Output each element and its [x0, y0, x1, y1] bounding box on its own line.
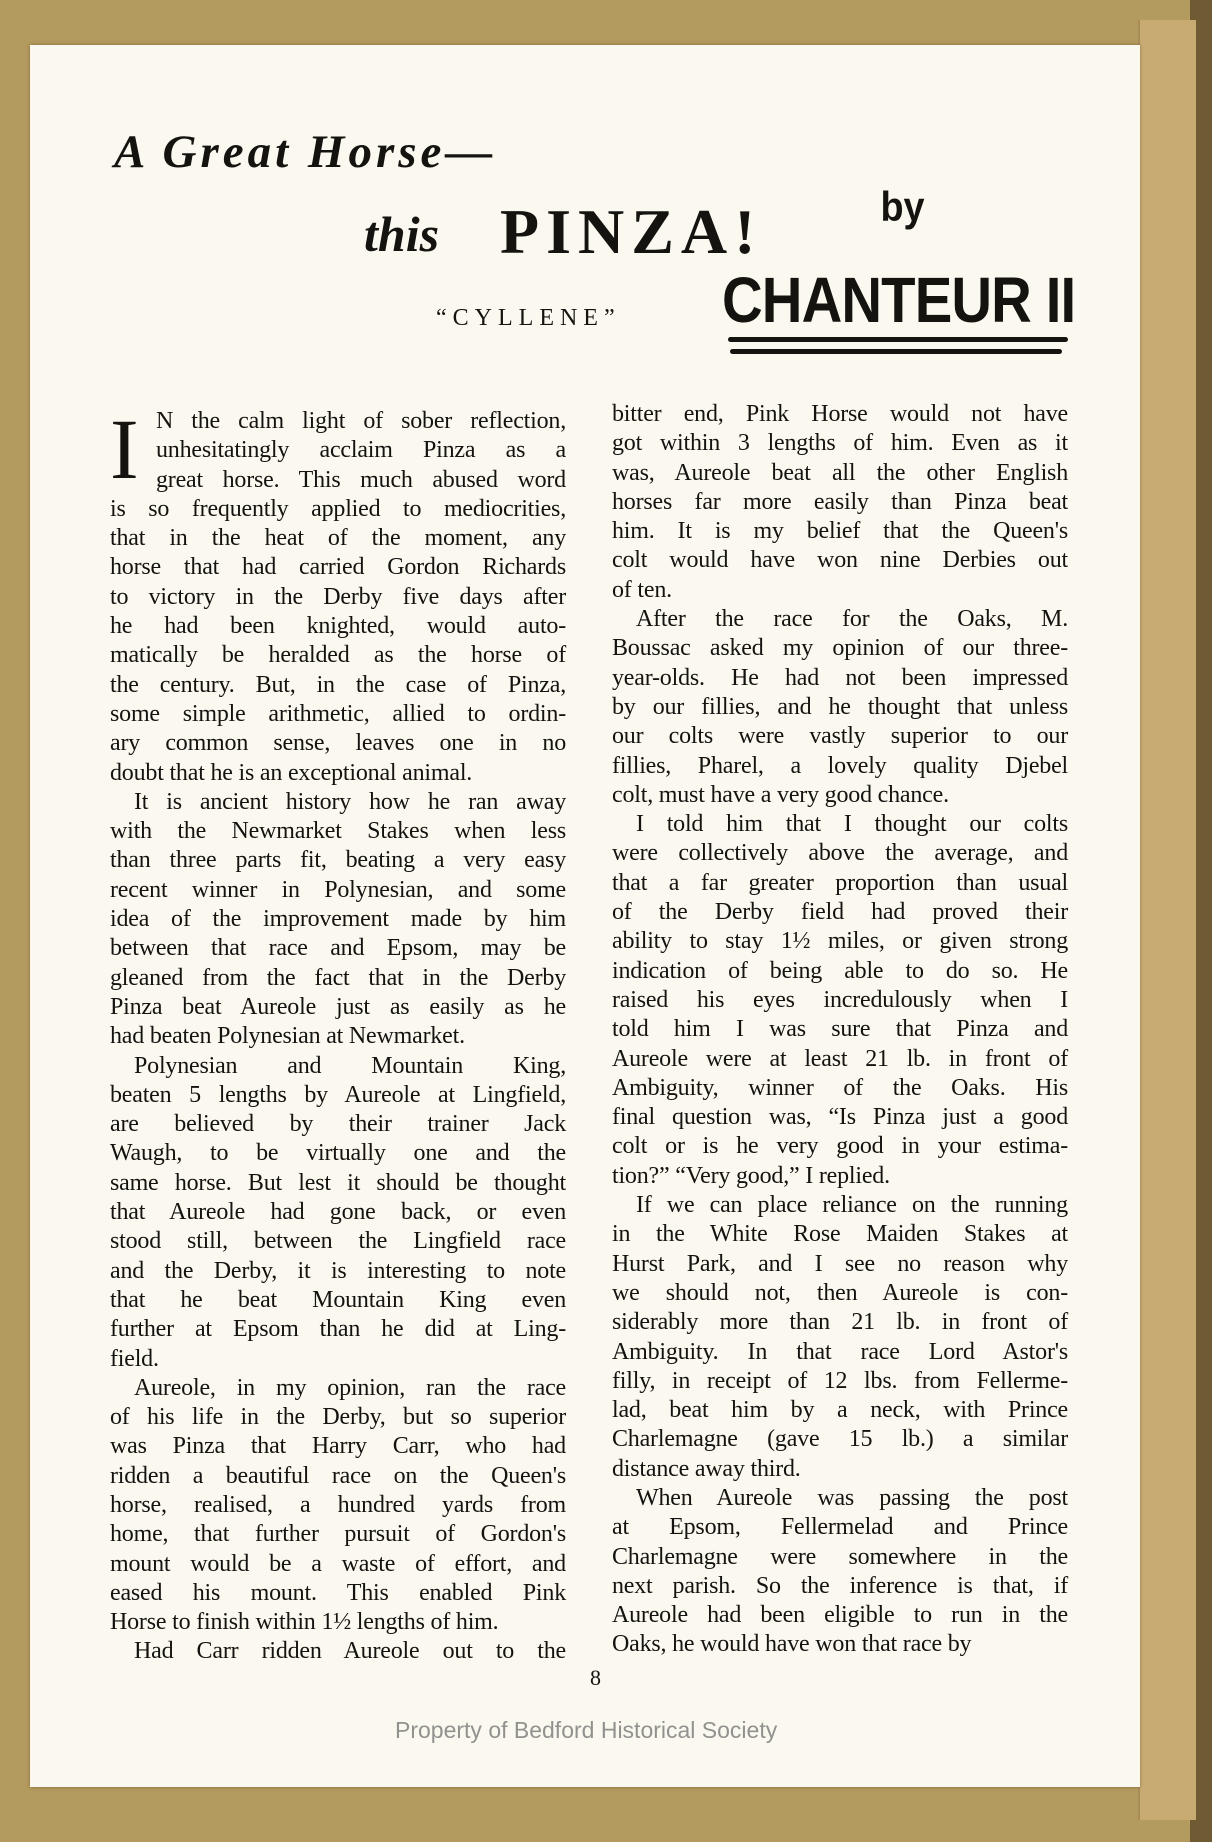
text-line: our colts were vastly superior to our — [612, 723, 1068, 750]
text-line: that Aureole had gone back, or even — [110, 1199, 566, 1226]
text-line: that a far greater proportion than usual — [612, 869, 1068, 896]
text-line: After the race for the Oaks, M. — [636, 606, 1068, 633]
text-line: Charlemagne (gave 15 lb.) a similar — [612, 1426, 1068, 1453]
text-line: bitter end, Pink Horse would not have — [612, 401, 1068, 427]
text-line: colt or is he very good in your estima- — [612, 1133, 1068, 1160]
text-line: mount would be a waste of effort, and — [110, 1550, 566, 1577]
text-line: ary common sense, leaves one in no — [110, 730, 566, 757]
text-line: indication of being able to do so. He — [612, 957, 1068, 984]
text-line: further at Epsom than he did at Ling- — [110, 1316, 566, 1343]
text-line: tion?” “Very good,” I replied. — [612, 1162, 890, 1189]
headline-pinza: PINZA! — [500, 196, 763, 267]
text-line: and the Derby, it is interesting to note — [110, 1257, 566, 1284]
watermark: Property of Bedford Historical Society — [395, 1717, 778, 1743]
byline: “CYLLENE” — [436, 305, 621, 331]
text-line: Had Carr ridden Aureole out to the — [134, 1638, 566, 1665]
text-line: horse, realised, a hundred yards from — [110, 1491, 566, 1518]
text-line: Pinza beat Aureole just as easily as he — [110, 993, 566, 1020]
text-line: than three parts fit, beating a very easy — [110, 847, 566, 874]
text-line: unhesitatingly acclaim Pinza as a — [156, 437, 566, 464]
text-line: that in the heat of the moment, any — [110, 525, 566, 552]
text-line: had beaten Polynesian at Newmarket. — [110, 1023, 465, 1050]
text-line: by our fillies, and he thought that unless — [612, 693, 1068, 720]
text-line: distance away third. — [612, 1455, 801, 1482]
text-line: Aureole had been eligible to run in the — [612, 1602, 1068, 1629]
text-line: eased his mount. This enabled Pink — [110, 1579, 566, 1606]
text-line: him. It is my belief that the Queen's — [612, 518, 1068, 545]
text-line: It is ancient history how he ran away — [134, 788, 566, 815]
text-line: I told him that I thought our colts — [636, 811, 1068, 838]
text-line: field. — [110, 1345, 159, 1372]
text-line: Boussac asked my opinion of our three- — [612, 635, 1068, 662]
text-line: told him I was sure that Pinza and — [612, 1016, 1068, 1043]
text-line: When Aureole was passing the post — [636, 1484, 1068, 1511]
text-line: colt, must have a very good chance. — [612, 781, 949, 808]
text-line: doubt that he is an exceptional animal. — [110, 759, 473, 786]
text-line: Ambiguity. In that race Lord Astor's — [612, 1338, 1068, 1365]
right-column — [612, 400, 1068, 1660]
text-line: the century. But, in the case of Pinza, — [110, 671, 566, 698]
text-line: fillies, Pharel, a lovely quality Djebel — [612, 752, 1068, 779]
text-line: gleaned from the fact that in the Derby — [110, 964, 566, 991]
text-line: colt would have won nine Derbies out — [612, 547, 1068, 574]
left-column — [110, 401, 566, 1667]
text-line: ridden a beautiful race on the Queen's — [110, 1462, 566, 1489]
text-line: of his life in the Derby, but so superior — [110, 1404, 566, 1431]
text-line: horses far more easily than Pinza beat — [612, 488, 1068, 515]
page-number: 8 — [590, 1665, 601, 1690]
headline-line-1: A Great Horse— — [114, 126, 497, 178]
drop-cap: I — [110, 401, 139, 497]
text-line: beaten 5 lengths by Aureole at Lingfield, — [110, 1081, 566, 1108]
text-line: are believed by their trainer Jack — [110, 1111, 566, 1138]
handwritten-author: CHANTEUR II — [722, 264, 1076, 336]
text-line: of ten. — [612, 576, 672, 603]
text-line: horse that had carried Gordon Richards — [110, 554, 566, 581]
text-line: to victory in the Derby five days after — [110, 583, 566, 610]
magazine-page — [30, 45, 1140, 1787]
headline-this: this — [364, 206, 440, 262]
handwritten-underline — [728, 337, 1068, 342]
text-line: that he beat Mountain King even — [110, 1286, 566, 1313]
text-line: great horse. This much abused word — [156, 466, 566, 493]
text-line: same horse. But lest it should be thought — [110, 1169, 566, 1196]
text-line: Hurst Park, and I see no reason why — [612, 1250, 1068, 1277]
handwritten-by: by — [880, 183, 925, 230]
text-line: filly, in receipt of 12 lbs. from Fellerme- — [612, 1367, 1068, 1394]
text-line: lad, beat him by a neck, with Prince — [612, 1397, 1068, 1424]
text-line: we should not, then Aureole is con- — [612, 1279, 1068, 1306]
text-line: between that race and Epsom, may be — [110, 935, 566, 962]
text-line: ability to stay 1½ miles, or given strong — [612, 928, 1068, 955]
text-line: idea of the improvement made by him — [110, 906, 566, 933]
text-line: Polynesian and Mountain King, — [134, 1052, 566, 1079]
text-line: got within 3 lengths of him. Even as it — [612, 430, 1068, 457]
text-line: he had been knighted, would auto- — [110, 613, 566, 640]
text-line: stood still, between the Lingfield race — [110, 1228, 566, 1255]
text-line: N the calm light of sober reflection, — [156, 408, 566, 434]
text-line: siderably more than 21 lb. in front of — [612, 1309, 1068, 1336]
backing-board — [1138, 20, 1196, 1820]
text-line: Waugh, to be virtually one and the — [110, 1140, 566, 1167]
text-line: is so frequently applied to mediocrities, — [110, 495, 566, 522]
text-line: at Epsom, Fellermelad and Prince — [612, 1514, 1068, 1541]
text-line: recent winner in Polynesian, and some — [110, 876, 566, 903]
text-line: next parish. So the inference is that, if — [612, 1572, 1068, 1599]
text-line: in the White Rose Maiden Stakes at — [612, 1221, 1068, 1248]
text-line: of the Derby field had proved their — [612, 899, 1068, 926]
text-line: matically be heralded as the horse of — [110, 642, 566, 669]
text-line: with the Newmarket Stakes when less — [110, 818, 566, 845]
handwritten-underline — [730, 349, 1062, 354]
text-line: were collectively above the average, and — [612, 840, 1068, 867]
text-line: home, that further pursuit of Gordon's — [110, 1521, 566, 1548]
text-line: Horse to finish within 1½ lengths of him. — [110, 1609, 499, 1636]
text-line: final question was, “Is Pinza just a good — [612, 1104, 1068, 1131]
text-line: Ambiguity, winner of the Oaks. His — [612, 1074, 1068, 1101]
text-line: Aureole, in my opinion, ran the race — [134, 1374, 566, 1401]
text-line: Oaks, he would have won that race by — [612, 1631, 972, 1658]
text-line: year-olds. He had not been impressed — [612, 664, 1068, 691]
text-line: Aureole were at least 21 lb. in front of — [612, 1045, 1068, 1072]
text-line: If we can place reliance on the running — [636, 1192, 1068, 1219]
text-line: was, Aureole beat all the other English — [612, 459, 1068, 486]
text-line: some simple arithmetic, allied to ordin- — [110, 700, 566, 727]
text-line: Charlemagne were somewhere in the — [612, 1543, 1068, 1570]
text-line: raised his eyes incredulously when I — [612, 986, 1068, 1013]
text-line: was Pinza that Harry Carr, who had — [110, 1433, 566, 1460]
